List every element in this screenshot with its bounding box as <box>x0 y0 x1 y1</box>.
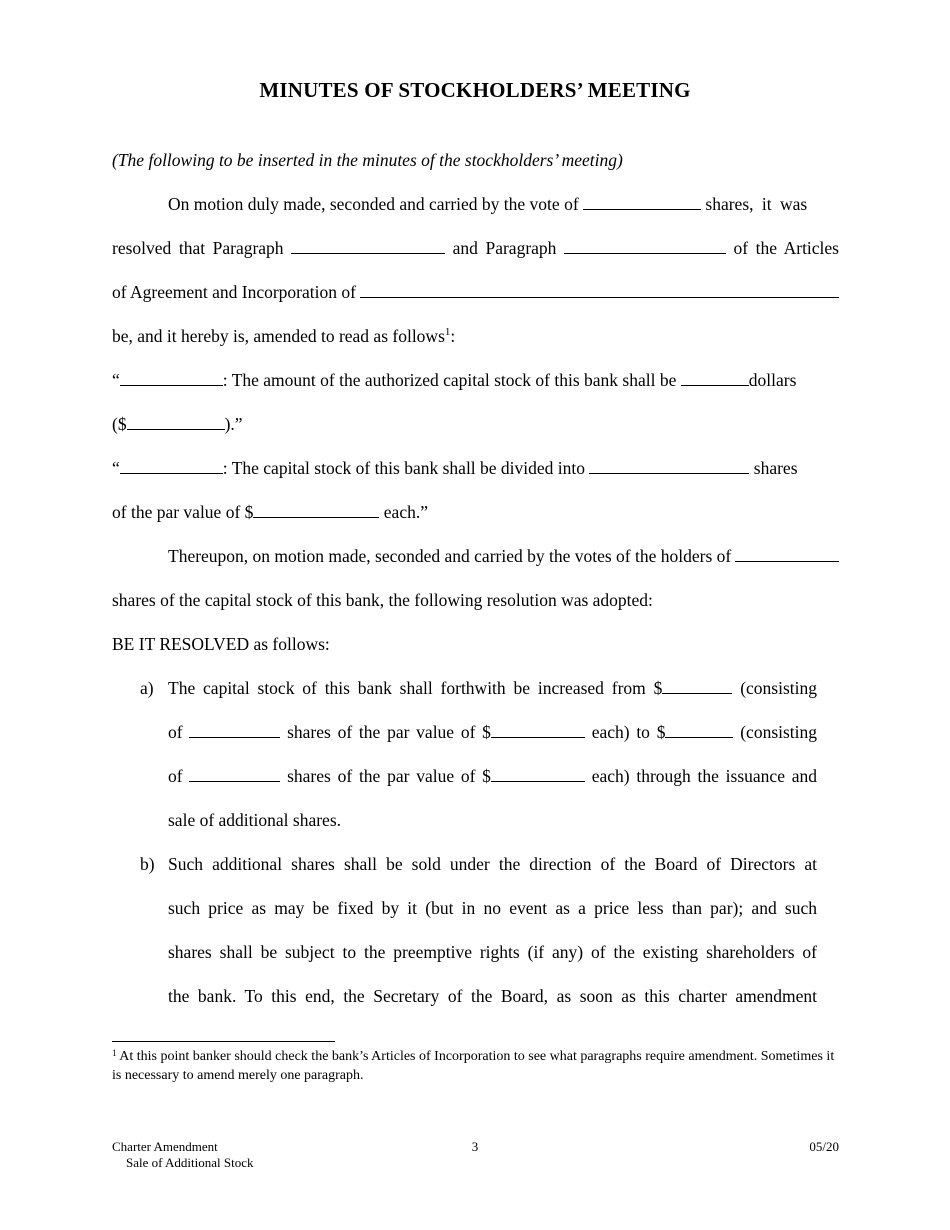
motion-line-4: be, and it hereby is, amended to read as follows$^1$: <box>112 326 456 346</box>
page-title: MINUTES OF STOCKHOLDERS’ MEETING <box>259 78 691 102</box>
motion-line-3: of Agreement and Incorporation of <box>112 280 839 304</box>
footnote-mark: 1 <box>112 1048 117 1058</box>
vote-shares-blank[interactable] <box>583 194 701 210</box>
instruction-note: (The following to be inserted in the minutes of the stockholders’ meeting) <box>112 150 623 170</box>
amendment-2-line-1: “ : The capital stock of this bank shall be divided into shares <box>112 458 798 478</box>
capital-dollars-blank[interactable] <box>681 370 749 386</box>
item-a-line-4: sale of additional shares. <box>168 810 342 830</box>
item-b-line-1: Such additional shares shall be sold under the direction of the Board of Directors at <box>168 854 817 874</box>
footer-date: 05/20 <box>809 1139 839 1154</box>
new-par-blank[interactable] <box>491 766 585 782</box>
bank-name-blank[interactable] <box>360 282 839 298</box>
page-number: 3 <box>471 1139 479 1154</box>
item-b-label: b) <box>140 854 155 874</box>
amendment-1-paragraph-blank[interactable] <box>120 370 223 386</box>
thereupon-line-1: Thereupon, on motion made, seconded and carried by the votes of the holders of <box>168 544 839 568</box>
divided-shares-blank[interactable] <box>589 458 749 474</box>
paragraph-1-blank[interactable] <box>291 238 445 254</box>
current-par-blank[interactable] <box>491 722 585 738</box>
amendment-1-line-2: ($ ).” <box>112 414 243 434</box>
amendment-2-paragraph-blank[interactable] <box>120 458 223 474</box>
footnote-text: At this point banker should check the bank’s Articles of Incorporation to see what paragraphs require amendment. Sometimes it is necessary to amend merely one paragraph. <box>112 1049 835 1083</box>
item-b-line-3: shares shall be subject to the preemptive rights (if any) of the existing shareholders of <box>168 942 817 962</box>
current-shares-blank[interactable] <box>189 722 280 738</box>
motion-line-2: resolved that Paragraph and Paragraph of the Articles <box>112 238 839 258</box>
capital-amount-blank[interactable] <box>127 414 225 430</box>
footnote-divider <box>112 1041 335 1042</box>
item-a-line-2: of shares of the par value of $ each) to $ (consisting <box>168 722 818 742</box>
motion-line-1: On motion duly made, seconded and carried by the vote of shares, it was <box>168 194 808 214</box>
footnote-ref: 1 <box>444 326 451 338</box>
holders-shares-blank[interactable] <box>735 546 839 562</box>
item-a-line-1: The capital stock of this bank shall forthwith be increased from $ (consisting <box>168 678 818 698</box>
resolved-heading: BE IT RESOLVED as follows: <box>112 634 330 654</box>
item-a-label: a) <box>140 678 154 698</box>
footer-doc-title: Charter Amendment <box>112 1139 218 1154</box>
footnote <box>112 1047 839 1085</box>
paragraph-2-blank[interactable] <box>564 238 726 254</box>
footer-doc-subtitle: Sale of Additional Stock <box>126 1155 254 1170</box>
item-b-line-4: the bank. To this end, the Secretary of the Board, as soon as this charter amendment <box>168 986 817 1006</box>
increase-to-blank[interactable] <box>665 722 733 738</box>
par-value-blank[interactable] <box>253 502 379 518</box>
item-b-line-2: such price as may be fixed by it (but in no event as a price less than par); and such <box>168 898 817 918</box>
thereupon-line-2: shares of the capital stock of this bank, the following resolution was adopted: <box>112 590 653 610</box>
increase-from-blank[interactable] <box>662 678 732 694</box>
amendment-2-line-2: of the par value of $ each.” <box>112 502 428 522</box>
new-shares-blank[interactable] <box>189 766 280 782</box>
amendment-1-line-1: “ : The amount of the authorized capital stock of this bank shall be dollars <box>112 370 797 390</box>
item-a-line-3: of shares of the par value of $ each) through the issuance and <box>168 766 817 786</box>
